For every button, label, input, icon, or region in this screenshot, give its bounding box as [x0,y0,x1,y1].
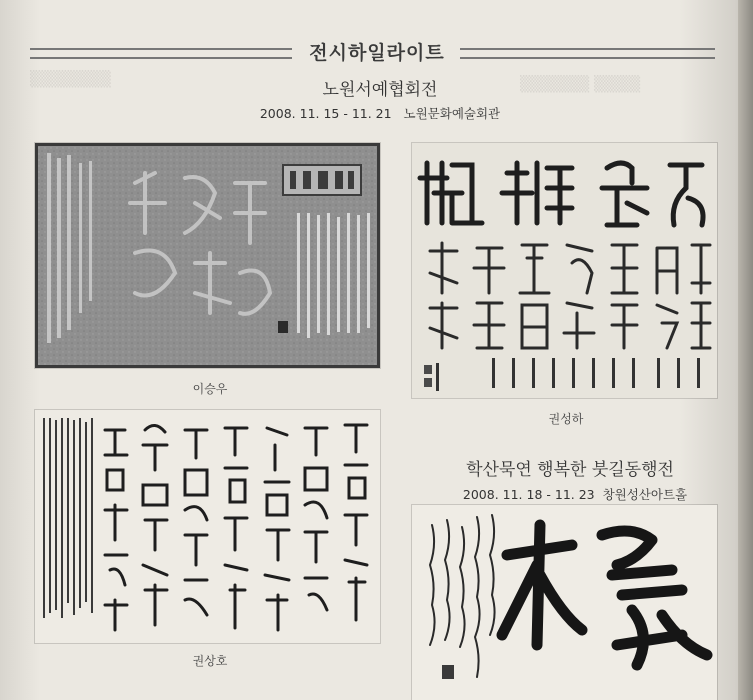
exhibit-2-venue: 창원성산아트홀 [602,487,688,502]
exhibit-1-title: 노원서예협회전 [322,80,438,100]
book-spine-shadow [738,0,753,700]
artwork-dense-columns [35,410,380,643]
artwork-2-caption: 권성하 [548,412,584,426]
artwork-rubbing [35,143,380,368]
exhibit-2-date: 2008. 11. 18 - 11. 23 [462,487,595,502]
section-title: 전시하일라이트 [309,42,445,64]
exhibit-1-info [210,104,550,122]
exhibit-2-info [425,485,725,503]
exhibit-1-date: 2008. 11. 15 - 11. 21 [259,106,392,121]
exhibit-1-venue: 노원문화예술회관 [403,106,501,121]
artwork-seal-script [412,143,717,398]
exhibit-2-title: 학산묵연 행복한 붓길동행전 [466,460,674,480]
header-rule-right [460,48,715,59]
header-rule-left [30,48,292,59]
artwork-3-caption: 권상호 [192,654,228,668]
artwork-cursive [412,505,717,700]
bleed-through-text: ▒▒▒▒▒▒ ▒▒▒▒ [520,75,641,93]
bleed-through-text: ▒▒▒▒▒▒▒ [30,70,111,88]
artwork-1-caption: 이승우 [192,382,228,396]
